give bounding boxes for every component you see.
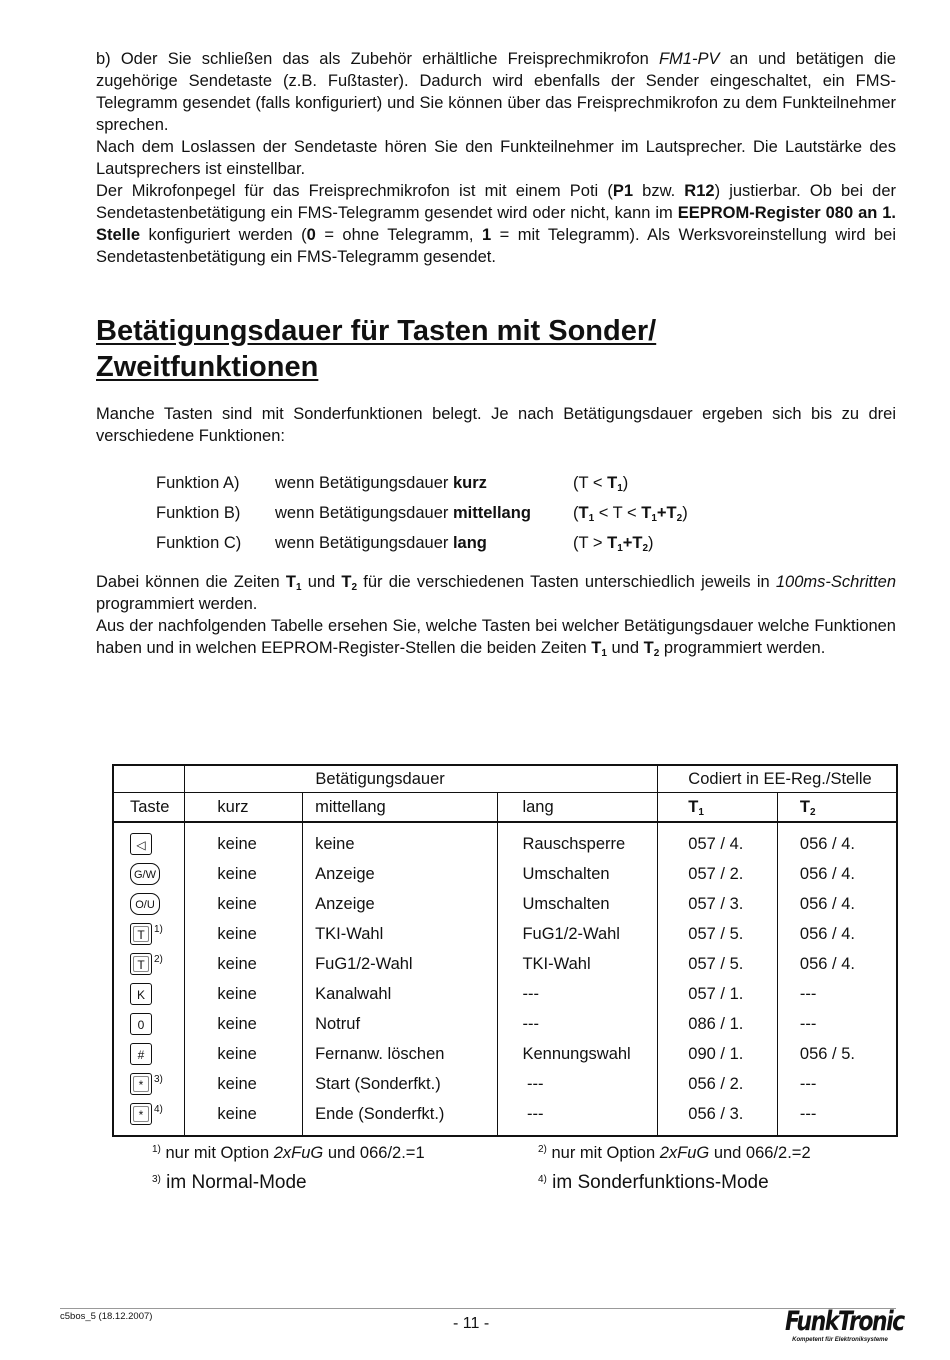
- cell-lang: FuG1/2-Wahl: [498, 919, 658, 949]
- cell-t2: ---: [777, 979, 897, 1009]
- cell-kurz: keine: [185, 1099, 303, 1129]
- timing-paragraph-1: Dabei können die Zeiten $T_1$ und $T_2$ für die verschiedenen Tasten unterschiedlich jeweils in 100ms-Schritten programmiert werden.: [96, 573, 897, 613]
- footer-doc-id: c5bos_5 (18.12.2007): [60, 1311, 153, 1322]
- cell-t2: 056 / 5.: [777, 1039, 897, 1069]
- function-c: Funktion C) wenn Betätigungsdauer lang $(T > T_1+T_2)$: [156, 533, 654, 554]
- header-t2: $T_2$: [777, 793, 897, 823]
- cell-lang: ---: [498, 979, 658, 1009]
- zero-key-icon: 0: [130, 1013, 152, 1035]
- cell-kurz: keine: [185, 829, 303, 859]
- speaker-key-icon: ◁: [130, 833, 152, 855]
- t-key-icon: T: [130, 953, 152, 975]
- table-row: T $^{2)}$ keine FuG1/2-Wahl TKI-Wahl 057 / 5. 056 / 4.: [113, 949, 897, 979]
- header-taste: Taste: [113, 793, 185, 823]
- footnote-3: $^{3)}$ im Normal-Mode: [152, 1172, 307, 1193]
- cell-t1: 057 / 5.: [658, 949, 778, 979]
- cell-t1: 057 / 2.: [658, 859, 778, 889]
- cell-t1: 090 / 1.: [658, 1039, 778, 1069]
- cell-t2: 056 / 4.: [777, 859, 897, 889]
- function-a: Funktion A) wenn Betätigungsdauer kurz $(T < T_1)$: [156, 473, 629, 494]
- cell-t2: ---: [777, 1099, 897, 1129]
- hash-key-icon: #: [130, 1043, 152, 1065]
- table-row: [113, 859, 897, 889]
- cell-kurz: keine: [185, 1039, 303, 1069]
- section-title: Betätigungsdauer für Tasten mit Sonder/ Zweitfunktionen: [96, 315, 657, 383]
- table-header-group: [113, 765, 897, 793]
- cell-mittellang: TKI-Wahl: [303, 919, 498, 949]
- cell-mittellang: keine: [303, 829, 498, 859]
- condition-b: $(T_1 < T < T_1+T_2)$: [573, 503, 688, 524]
- cell-kurz: keine: [185, 919, 303, 949]
- cell-mittellang: Notruf: [303, 1009, 498, 1039]
- timing-text: [96, 571, 896, 659]
- cell-mittellang: Start (Sonderfkt.): [303, 1069, 498, 1099]
- footnote-4: $^{4)}$ im Sonderfunktions-Mode: [538, 1172, 769, 1193]
- function-list: [156, 468, 688, 558]
- header-t1: $T_1$: [658, 793, 778, 823]
- intro-paragraph-3: Der Mikrofonpegel für das Freisprechmikrofon ist mit einem Poti (P1 bzw. R12) justierbar. Ob bei der Sendetastenbetätigung ein FMS-Telegramm gesendet wird oder nicht, kann im EEPROM-Register 080 an 1. Stelle konfiguriert werden (0 = ohne Telegramm, 1 = mit Telegramm). Als Werksvoreinstellung wird bei Sendetastenbetätigung ein FMS-Telegramm gesendet.: [96, 182, 897, 266]
- table-row: [113, 979, 897, 1009]
- footnote-2: $^{2)}$ nur mit Option 2xFuG und 066/2.=2: [538, 1143, 811, 1162]
- cell-t2: ---: [777, 1009, 897, 1039]
- cell-mittellang: Ende (Sonderfkt.): [303, 1099, 498, 1129]
- cell-kurz: keine: [185, 859, 303, 889]
- funktronic-logo: FunkTronic Kompetent für Elektroniksysteme: [785, 1307, 904, 1343]
- cell-mittellang: Anzeige: [303, 889, 498, 919]
- cell-t1: 056 / 3.: [658, 1099, 778, 1129]
- cell-t2: 056 / 4.: [777, 949, 897, 979]
- table-row: [113, 1039, 897, 1069]
- header-codiert: Codiert in EE-Reg./Stelle: [658, 765, 897, 793]
- condition-c: $(T > T_1+T_2)$: [573, 533, 654, 554]
- table-row: * $^{4)}$ keine Ende (Sonderfkt.) --- 056 / 3. ---: [113, 1099, 897, 1129]
- intro-paragraph-1: b) Oder Sie schließen das als Zubehör erhältliche Freisprechmikrofon FM1-PV an und betätigen die zugehörige Sendetaste (z.B. Fußtaster). Dadurch wird ebenfalls der Sender eingeschaltet, ein FMS-Telegramm gesendet (falls konfiguriert) und Sie können über das Freisprechmikrofon zu dem Funkteilnehmer sprechen.: [96, 50, 896, 134]
- star-key-icon: *: [130, 1073, 152, 1095]
- cell-t2: 056 / 4.: [777, 889, 897, 919]
- cell-t1: 057 / 4.: [658, 829, 778, 859]
- cell-mittellang: FuG1/2-Wahl: [303, 949, 498, 979]
- cell-kurz: keine: [185, 1009, 303, 1039]
- footnotes: [150, 1138, 910, 1198]
- key-function-table: [112, 764, 898, 1137]
- table-row: [113, 829, 897, 859]
- footer-divider: [60, 1308, 896, 1309]
- table-row: * $^{3)}$ keine Start (Sonderfkt.) --- 056 / 2. ---: [113, 1069, 897, 1099]
- cell-t1: 057 / 5.: [658, 919, 778, 949]
- footnote-1: $^{1)}$ nur mit Option 2xFuG und 066/2.=1: [152, 1143, 425, 1162]
- table-row: T $^{1)}$ keine TKI-Wahl FuG1/2-Wahl 057 / 5. 056 / 4.: [113, 919, 897, 949]
- cell-lang: ---: [498, 1069, 658, 1099]
- cell-kurz: keine: [185, 889, 303, 919]
- intro-text: [96, 48, 896, 268]
- timing-paragraph-2: Aus der nachfolgenden Tabelle ersehen Sie, welche Tasten bei welcher Betätigungsdauer welche Funktionen haben und in welchen EEPROM-Register-Stellen die beiden Zeiten $T_1$ und $T_2$ programmiert werden.: [96, 617, 896, 659]
- cell-t1: 057 / 3.: [658, 889, 778, 919]
- cell-lang: ---: [498, 1009, 658, 1039]
- cell-lang: Rauschsperre: [498, 829, 658, 859]
- header-betaetigungsdauer: Betätigungsdauer: [185, 765, 658, 793]
- cell-t1: 056 / 2.: [658, 1069, 778, 1099]
- condition-a: $(T < T_1)$: [573, 473, 629, 494]
- table-row: [113, 889, 897, 919]
- cell-t2: 056 / 4.: [777, 829, 897, 859]
- ou-key-icon: O/U: [130, 893, 160, 915]
- cell-t1: 057 / 1.: [658, 979, 778, 1009]
- cell-lang: TKI-Wahl: [498, 949, 658, 979]
- table-header-columns: [113, 793, 897, 823]
- cell-kurz: keine: [185, 979, 303, 1009]
- k-key-icon: K: [130, 983, 152, 1005]
- cell-t1: 086 / 1.: [658, 1009, 778, 1039]
- header-lang: lang: [498, 793, 658, 823]
- cell-t2: ---: [777, 1069, 897, 1099]
- function-b: Funktion B) wenn Betätigungsdauer mittellang $(T_1 < T < T_1+T_2)$: [156, 503, 688, 524]
- cell-lang: Umschalten: [498, 859, 658, 889]
- header-kurz: kurz: [185, 793, 303, 823]
- cell-t2: 056 / 4.: [777, 919, 897, 949]
- cell-lang: ---: [498, 1099, 658, 1129]
- cell-lang: Umschalten: [498, 889, 658, 919]
- intro-paragraph-2: Nach dem Loslassen der Sendetaste hören Sie den Funkteilnehmer im Lautsprecher. Die Lautstärke des Lautsprechers ist einstellbar.: [96, 138, 896, 178]
- cell-mittellang: Kanalwahl: [303, 979, 498, 1009]
- gw-key-icon: G/W: [130, 863, 160, 885]
- cell-kurz: keine: [185, 949, 303, 979]
- cell-mittellang: Anzeige: [303, 859, 498, 889]
- t-key-icon: T: [130, 923, 152, 945]
- page-number: - 11 -: [453, 1315, 490, 1332]
- header-mittellang: mittellang: [303, 793, 498, 823]
- cell-lang: Kennungswahl: [498, 1039, 658, 1069]
- table-row: [113, 1009, 897, 1039]
- cell-kurz: keine: [185, 1069, 303, 1099]
- cell-mittellang: Fernanw. löschen: [303, 1039, 498, 1069]
- section-intro: Manche Tasten sind mit Sonderfunktionen belegt. Je nach Betätigungsdauer ergeben sich bis zu drei verschiedene Funktionen:: [96, 405, 896, 445]
- star-key-icon: *: [130, 1103, 152, 1125]
